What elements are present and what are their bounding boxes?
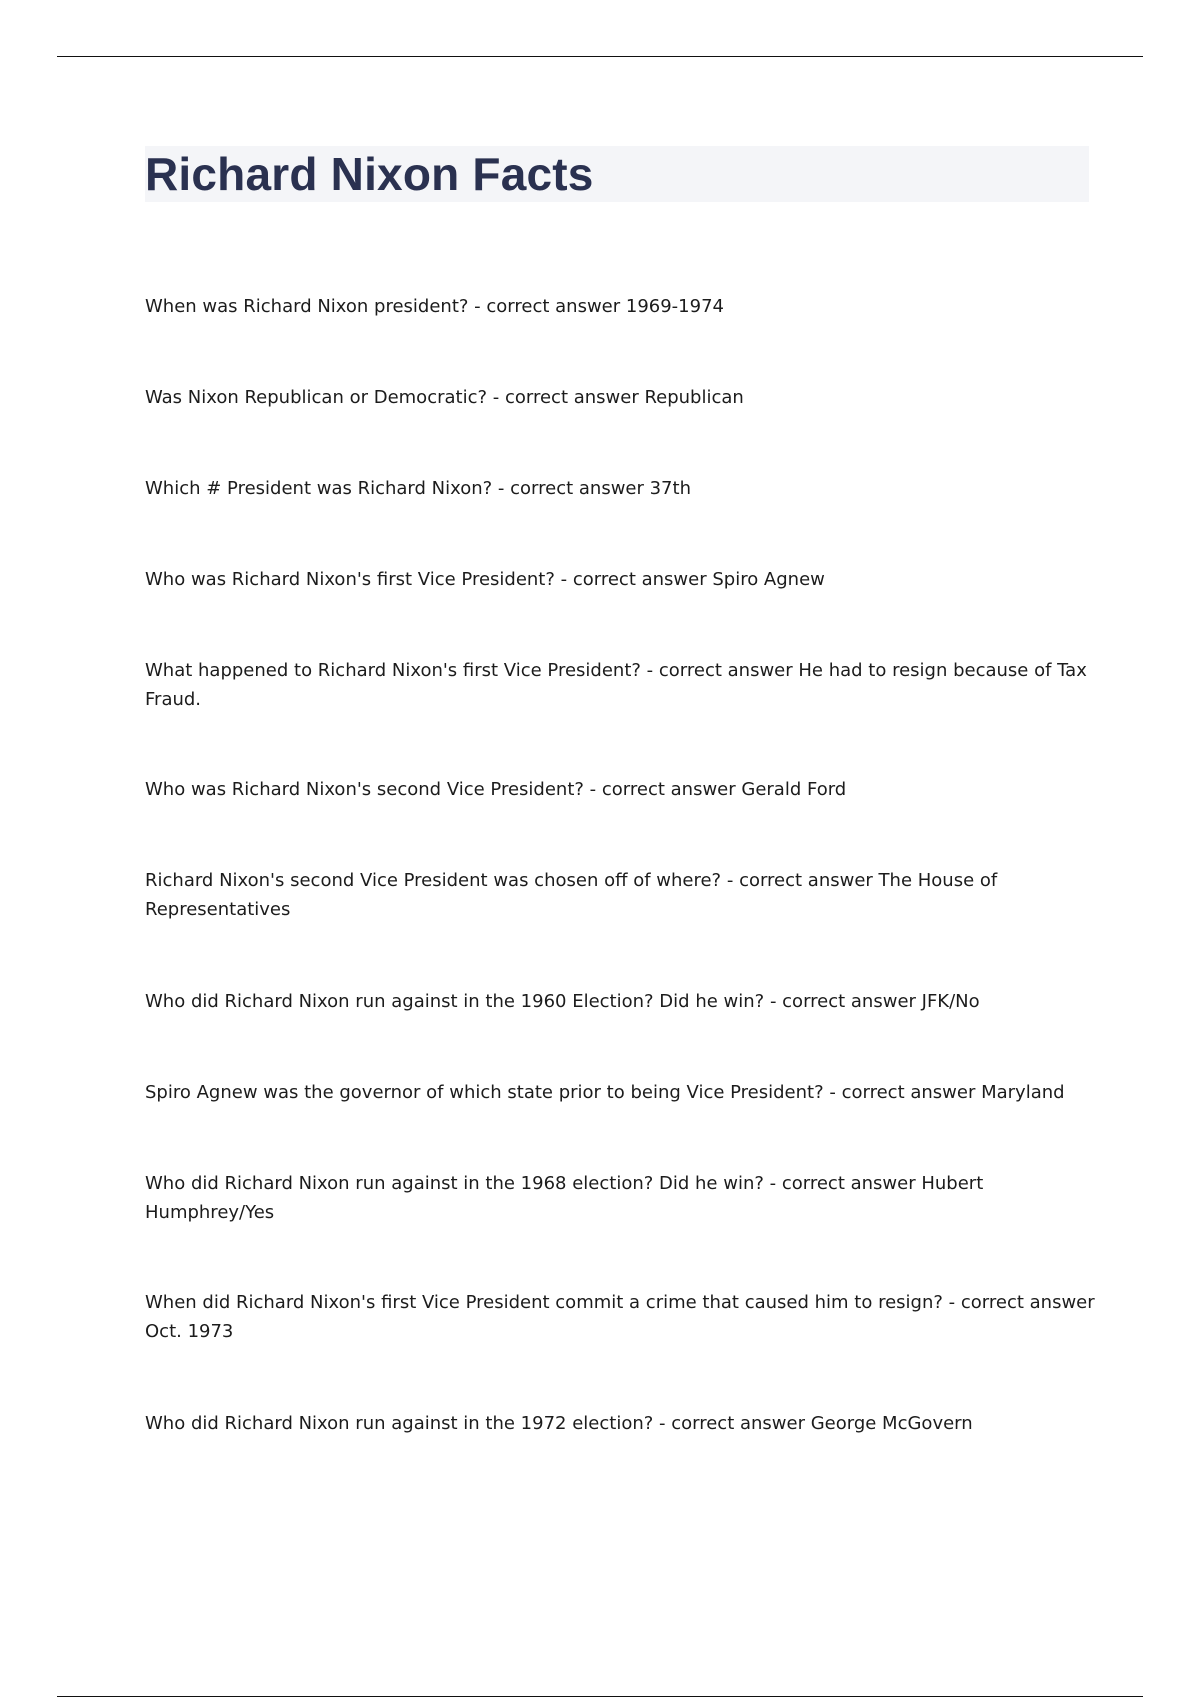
answer-text: He had to resign because of Tax Fraud. xyxy=(145,660,1087,710)
answer-text: Hubert Humphrey/Yes xyxy=(145,1173,984,1223)
qa-item xyxy=(145,1288,1095,1346)
qa-item xyxy=(145,565,1095,594)
answer-text: 37th xyxy=(649,478,691,499)
qa-item xyxy=(145,1409,1095,1438)
answer-label: - correct answer xyxy=(823,1082,982,1103)
question-text: Was Nixon Republican or Democratic? xyxy=(145,387,488,408)
question-text: Who did Richard Nixon run against in the 1972 election? xyxy=(145,1413,654,1434)
top-divider xyxy=(57,56,1143,57)
bottom-divider xyxy=(57,1696,1143,1697)
qa-item xyxy=(145,292,1095,321)
qa-item xyxy=(145,987,1095,1016)
question-text: Which # President was Richard Nixon? xyxy=(145,478,493,499)
answer-text: Maryland xyxy=(981,1082,1065,1103)
qa-item xyxy=(145,474,1095,503)
question-text: Who did Richard Nixon run against in the 1968 election? Did he win? xyxy=(145,1173,764,1194)
answer-label: - correct answer xyxy=(583,779,742,800)
question-text: What happened to Richard Nixon's first Vice President? xyxy=(145,660,641,681)
page-title: Richard Nixon Facts xyxy=(145,148,594,200)
answer-text: Spiro Agnew xyxy=(712,569,825,590)
question-text: Who was Richard Nixon's second Vice President? xyxy=(145,779,584,800)
answer-label: - correct answer xyxy=(640,660,799,681)
answer-label: - correct answer xyxy=(554,569,713,590)
question-text: When did Richard Nixon's first Vice President commit a crime that caused him to resign? xyxy=(145,1292,943,1313)
answer-text: Oct. 1973 xyxy=(145,1321,234,1342)
qa-item xyxy=(145,866,1095,924)
answer-label: - correct answer xyxy=(763,1173,922,1194)
question-text: Richard Nixon's second Vice President was chosen off of where? xyxy=(145,870,722,891)
answer-label: - correct answer xyxy=(764,991,922,1012)
question-text: Who did Richard Nixon run against in the 1960 Election? Did he win? xyxy=(145,991,765,1012)
qa-item xyxy=(145,1078,1095,1107)
answer-text: The House of Representatives xyxy=(145,870,998,920)
qa-item xyxy=(145,656,1095,714)
answer-text: George McGovern xyxy=(810,1413,973,1434)
question-text: Spiro Agnew was the governor of which state prior to being Vice President? xyxy=(145,1082,824,1103)
answer-text: Gerald Ford xyxy=(741,779,847,800)
answer-label: - correct answer xyxy=(487,387,645,408)
question-text: When was Richard Nixon president? xyxy=(145,296,469,317)
answer-label: - correct answer xyxy=(942,1292,1095,1313)
qa-item xyxy=(145,775,1095,804)
answer-label: - correct answer xyxy=(468,296,626,317)
answer-label: - correct answer xyxy=(721,870,879,891)
qa-item xyxy=(145,383,1095,412)
answer-text: JFK/No xyxy=(921,991,980,1012)
answer-label: - correct answer xyxy=(653,1413,811,1434)
question-text: Who was Richard Nixon's first Vice President? xyxy=(145,569,555,590)
qa-item xyxy=(145,1169,1095,1227)
answer-text: Republican xyxy=(644,387,744,408)
answer-label: - correct answer xyxy=(492,478,650,499)
answer-text: 1969-1974 xyxy=(625,296,724,317)
